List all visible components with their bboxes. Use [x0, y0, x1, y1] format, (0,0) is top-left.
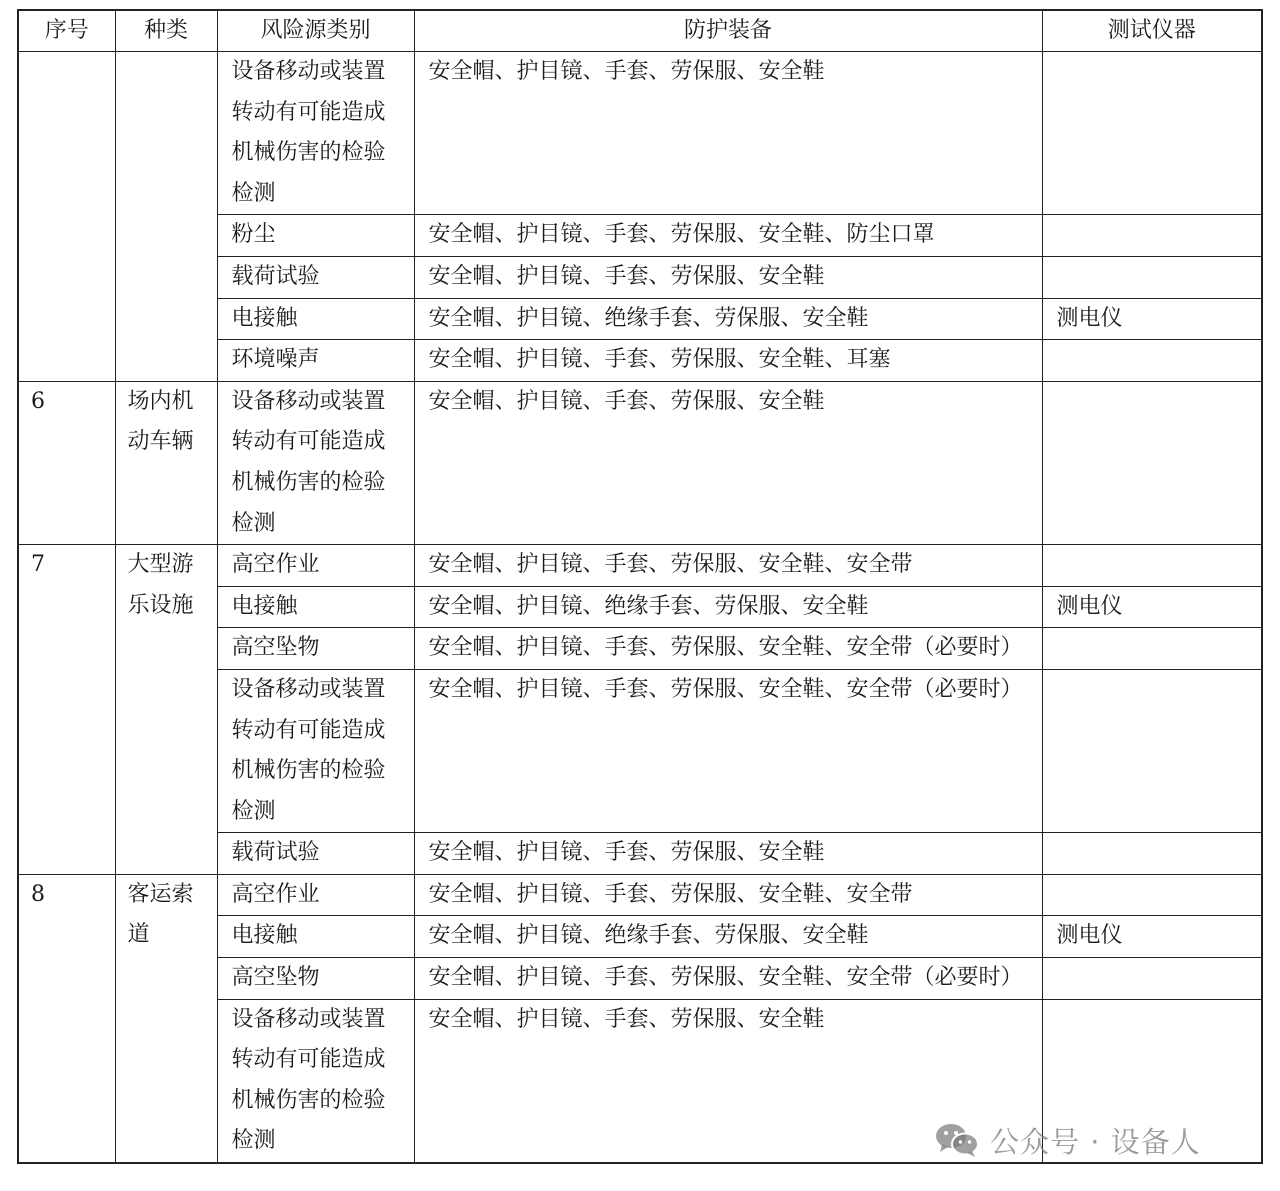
risk-protection-table	[17, 9, 1263, 1164]
gear-cell: 安全帽、护目镜、手套、劳保服、安全鞋、安全带（必要时）	[414, 669, 1042, 832]
instrument-cell	[1042, 628, 1262, 670]
seq-cell: 7	[18, 545, 115, 875]
gear-cell: 安全帽、护目镜、绝缘手套、劳保服、安全鞋	[414, 916, 1042, 958]
header-seq: 序号	[18, 10, 115, 52]
gear-cell: 安全帽、护目镜、绝缘手套、劳保服、安全鞋	[414, 586, 1042, 628]
kind-cell: 客运索道	[115, 874, 217, 1163]
risk-cell: 高空坠物	[217, 628, 414, 670]
risk-cell: 载荷试验	[217, 833, 414, 875]
gear-cell: 安全帽、护目镜、手套、劳保服、安全鞋	[414, 256, 1042, 298]
gear-cell: 安全帽、护目镜、手套、劳保服、安全鞋、防尘口罩	[414, 215, 1042, 257]
instrument-cell	[1042, 52, 1262, 215]
gear-cell: 安全帽、护目镜、手套、劳保服、安全鞋	[414, 52, 1042, 215]
seq-cell: 6	[18, 381, 115, 544]
watermark-text: 公众号 · 设备人	[990, 1124, 1201, 1159]
instrument-cell	[1042, 874, 1262, 916]
risk-cell: 设备移动或装置转动有可能造成机械伤害的检验检测	[217, 999, 414, 1163]
gear-cell: 安全帽、护目镜、手套、劳保服、安全鞋、安全带	[414, 545, 1042, 587]
risk-cell: 粉尘	[217, 215, 414, 257]
table-row	[18, 52, 1262, 215]
instrument-cell: 测电仪	[1042, 916, 1262, 958]
header-risk: 风险源类别	[217, 10, 414, 52]
kind-cell: 场内机动车辆	[115, 381, 217, 544]
instrument-cell: 测电仪	[1042, 298, 1262, 340]
watermark	[934, 1119, 1201, 1161]
instrument-cell	[1042, 381, 1262, 544]
gear-cell: 安全帽、护目镜、手套、劳保服、安全鞋、安全带	[414, 874, 1042, 916]
risk-cell: 设备移动或装置转动有可能造成机械伤害的检验检测	[217, 669, 414, 832]
risk-cell: 高空作业	[217, 545, 414, 587]
risk-cell: 电接触	[217, 916, 414, 958]
header-gear: 防护装备	[414, 10, 1042, 52]
instrument-cell	[1042, 545, 1262, 587]
instrument-cell	[1042, 958, 1262, 1000]
instrument-cell	[1042, 669, 1262, 832]
gear-cell: 安全帽、护目镜、绝缘手套、劳保服、安全鞋	[414, 298, 1042, 340]
risk-cell: 环境噪声	[217, 340, 414, 382]
kind-cell	[115, 52, 217, 382]
gear-cell: 安全帽、护目镜、手套、劳保服、安全鞋	[414, 999, 1042, 1163]
gear-cell: 安全帽、护目镜、手套、劳保服、安全鞋、安全带（必要时）	[414, 628, 1042, 670]
risk-cell: 载荷试验	[217, 256, 414, 298]
instrument-cell	[1042, 256, 1262, 298]
instrument-cell: 测电仪	[1042, 586, 1262, 628]
gear-cell: 安全帽、护目镜、手套、劳保服、安全鞋	[414, 381, 1042, 544]
gear-cell: 安全帽、护目镜、手套、劳保服、安全鞋、安全带（必要时）	[414, 958, 1042, 1000]
table-row	[18, 874, 1262, 916]
table-row	[18, 545, 1262, 587]
gear-cell: 安全帽、护目镜、手套、劳保服、安全鞋、耳塞	[414, 340, 1042, 382]
gear-cell: 安全帽、护目镜、手套、劳保服、安全鞋	[414, 833, 1042, 875]
risk-cell: 设备移动或装置转动有可能造成机械伤害的检验检测	[217, 52, 414, 215]
instrument-cell	[1042, 833, 1262, 875]
wechat-icon	[934, 1122, 980, 1158]
seq-cell: 8	[18, 874, 115, 1163]
risk-cell: 高空作业	[217, 874, 414, 916]
kind-cell: 大型游乐设施	[115, 545, 217, 875]
risk-cell: 电接触	[217, 586, 414, 628]
table-header-row	[18, 10, 1262, 52]
instrument-cell	[1042, 215, 1262, 257]
header-instrument: 测试仪器	[1042, 10, 1262, 52]
header-kind: 种类	[115, 10, 217, 52]
instrument-cell	[1042, 340, 1262, 382]
risk-cell: 高空坠物	[217, 958, 414, 1000]
seq-cell	[18, 52, 115, 382]
risk-cell: 设备移动或装置转动有可能造成机械伤害的检验检测	[217, 381, 414, 544]
risk-cell: 电接触	[217, 298, 414, 340]
table-row	[18, 381, 1262, 544]
